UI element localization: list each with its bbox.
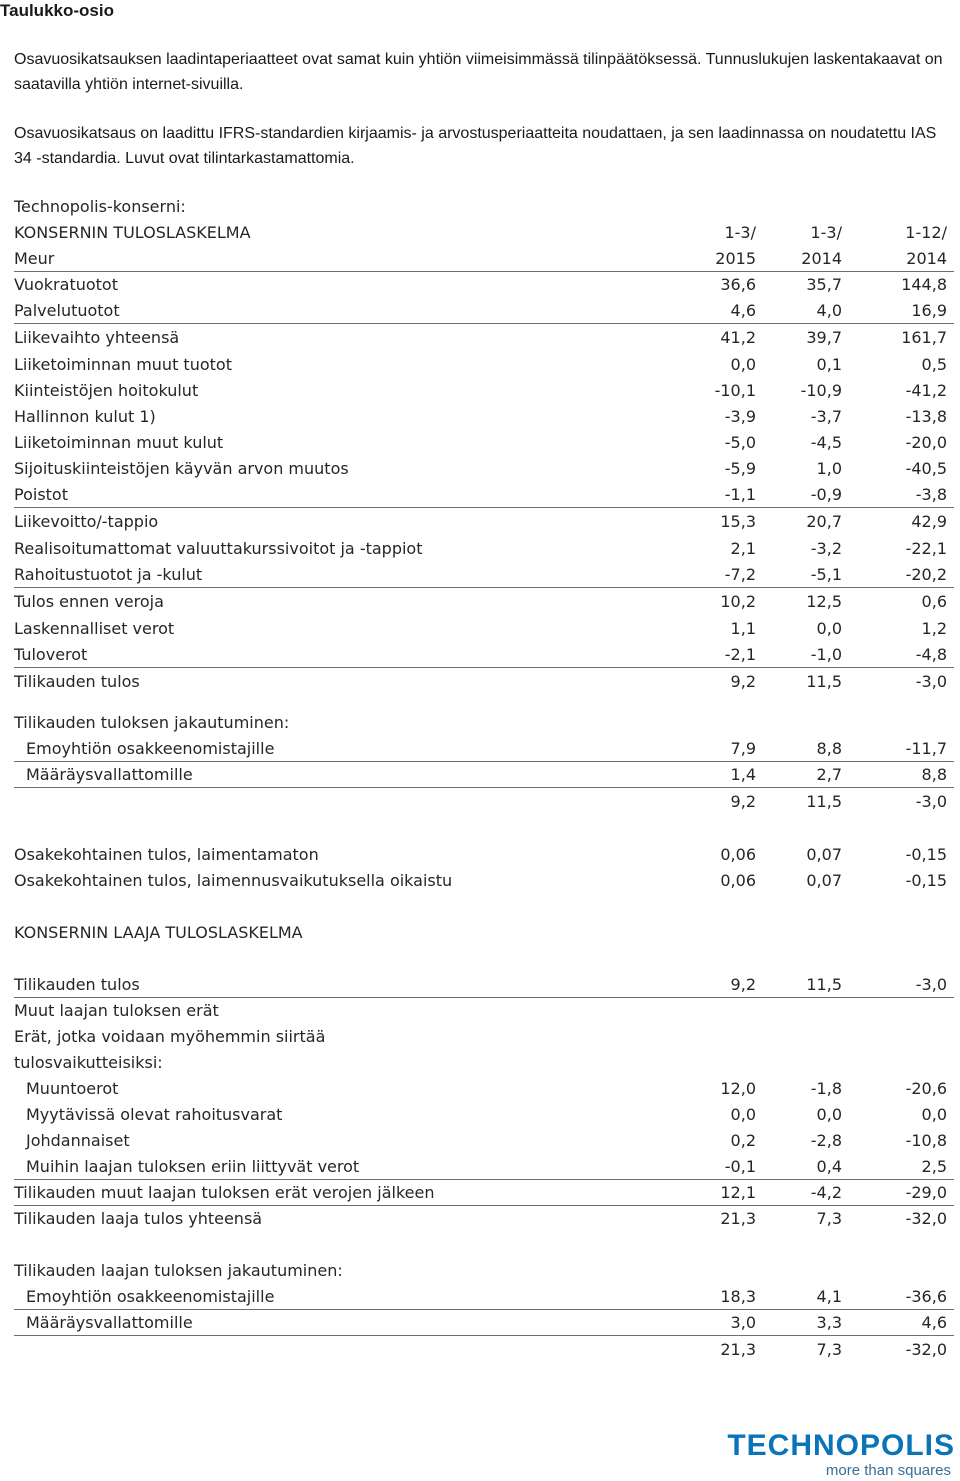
row-value: -1,1 xyxy=(724,485,756,504)
row-value: 8,8 xyxy=(921,765,947,784)
row-value: 0,2 xyxy=(730,1131,756,1150)
technopolis-logo xyxy=(655,1430,955,1480)
row-label: Poistot xyxy=(14,485,68,504)
row-value: 0,4 xyxy=(816,1157,842,1176)
row-value: -20,0 xyxy=(905,433,947,452)
row-label: Muuntoerot xyxy=(26,1079,119,1098)
row-label: Määräysvallattomille xyxy=(26,765,193,784)
row-value: 41,2 xyxy=(720,328,756,347)
row-value: 4,6 xyxy=(921,1313,947,1332)
row-label: Sijoituskiinteistöjen käyvän arvon muutos xyxy=(14,459,349,478)
row-label: Osakekohtainen tulos, laimentamaton xyxy=(14,845,319,864)
row-value: -1,8 xyxy=(810,1079,842,1098)
table-row xyxy=(14,456,954,482)
row-value: 16,9 xyxy=(911,301,947,320)
column-header: 1-3/ xyxy=(810,223,842,242)
total-row xyxy=(14,1336,954,1364)
table-row xyxy=(14,352,954,378)
row-value: 7,3 xyxy=(816,1209,842,1228)
table-row xyxy=(14,972,954,998)
row-value: 3,0 xyxy=(730,1313,756,1332)
row-value: 10,2 xyxy=(720,592,756,611)
income-statement-title: KONSERNIN TULOSLASKELMA xyxy=(14,223,251,242)
row-value: -2,1 xyxy=(724,645,756,664)
table-row xyxy=(14,272,954,298)
row-label: Rahoitustuotot ja -kulut xyxy=(14,565,203,584)
row-value: 0,07 xyxy=(806,871,842,890)
row-label: Hallinnon kulut 1) xyxy=(14,407,156,426)
table-row xyxy=(14,404,954,430)
column-header: 2015 xyxy=(715,249,756,268)
row-value: 11,5 xyxy=(806,975,842,994)
total-value: -3,0 xyxy=(915,792,947,811)
row-label: Tilikauden tulos xyxy=(14,672,140,691)
row-value: 7,9 xyxy=(730,739,756,758)
row-label: Emoyhtiön osakkeenomistajille xyxy=(26,739,275,758)
row-label: Vuokratuotot xyxy=(14,275,118,294)
row-value: -3,0 xyxy=(915,975,947,994)
row-value: -20,6 xyxy=(905,1079,947,1098)
row-value: 36,6 xyxy=(720,275,756,294)
row-label: Emoyhtiön osakkeenomistajille xyxy=(26,1287,275,1306)
row-value: -7,2 xyxy=(724,565,756,584)
row-label: Tilikauden muut laajan tuloksen erät verojen jälkeen xyxy=(14,1183,435,1202)
row-label: Tilikauden tulos xyxy=(14,975,140,994)
income-statement-rows xyxy=(14,272,954,696)
row-value: 9,2 xyxy=(730,975,756,994)
unit-label: Meur xyxy=(14,249,55,268)
row-value: 0,6 xyxy=(921,592,947,611)
table-row xyxy=(14,1206,954,1232)
row-value: 0,06 xyxy=(720,845,756,864)
row-value: 18,3 xyxy=(720,1287,756,1306)
row-value: 12,0 xyxy=(720,1079,756,1098)
row-value: -40,5 xyxy=(905,459,947,478)
table-row xyxy=(14,508,954,536)
row-value: -2,8 xyxy=(810,1131,842,1150)
total-value: 21,3 xyxy=(720,1340,756,1359)
table-row xyxy=(14,762,954,788)
spacer xyxy=(14,894,954,920)
table-row xyxy=(14,588,954,616)
row-value: 2,7 xyxy=(816,765,842,784)
row-label: Määräysvallattomille xyxy=(26,1313,193,1332)
row-label: Myytävissä olevat rahoitusvarat xyxy=(26,1105,283,1124)
row-value: 161,7 xyxy=(901,328,947,347)
row-value: 4,0 xyxy=(816,301,842,320)
row-value: 0,0 xyxy=(816,1105,842,1124)
row-value: 2,1 xyxy=(730,539,756,558)
row-value: -20,2 xyxy=(905,565,947,584)
row-value: -36,6 xyxy=(905,1287,947,1306)
intro-paragraph-2: Osavuosikatsaus on laadittu IFRS-standardien kirjaamis- ja arvostusperiaatteita noudattaen, ja sen laadinnassa on noudatettu IAS 34 -standardia. Luvut ovat tilintarkastamattomia. xyxy=(14,125,937,167)
total-value: 7,3 xyxy=(816,1340,842,1359)
row-label: Kiinteistöjen hoitokulut xyxy=(14,381,199,400)
row-label: Liiketoiminnan muut tuotot xyxy=(14,355,232,374)
row-label: Muut laajan tuloksen erät xyxy=(14,1001,219,1020)
table-row xyxy=(14,842,954,868)
page-heading: Taulukko-osio xyxy=(0,1,114,20)
row-value: 3,3 xyxy=(816,1313,842,1332)
table-row xyxy=(14,324,954,352)
row-value: -0,15 xyxy=(905,845,947,864)
row-value: -22,1 xyxy=(905,539,947,558)
table-row xyxy=(14,1102,954,1128)
row-value: -41,2 xyxy=(905,381,947,400)
table-row xyxy=(14,616,954,642)
table-row xyxy=(14,1024,954,1050)
row-value: -1,0 xyxy=(810,645,842,664)
eps-rows xyxy=(14,842,954,894)
group-label: Technopolis-konserni: xyxy=(14,197,186,216)
row-value: -13,8 xyxy=(905,407,947,426)
row-value: 12,5 xyxy=(806,592,842,611)
row-label: tulosvaikutteisiksi: xyxy=(14,1053,163,1072)
spacer xyxy=(14,816,954,842)
row-label: Liikevaihto yhteensä xyxy=(14,328,180,347)
row-value: -10,9 xyxy=(800,381,842,400)
row-value: 35,7 xyxy=(806,275,842,294)
table-row xyxy=(14,1284,954,1310)
row-value: -29,0 xyxy=(905,1183,947,1202)
row-value: -5,0 xyxy=(724,433,756,452)
row-value: 11,5 xyxy=(806,672,842,691)
table-row xyxy=(14,668,954,696)
table-row xyxy=(14,1180,954,1206)
table-row xyxy=(14,1076,954,1102)
spacer xyxy=(14,696,954,710)
row-value: 39,7 xyxy=(806,328,842,347)
row-value: -10,1 xyxy=(714,381,756,400)
table-row xyxy=(14,1128,954,1154)
row-value: 0,0 xyxy=(730,1105,756,1124)
row-label: Tilikauden laaja tulos yhteensä xyxy=(14,1209,263,1228)
table-row xyxy=(14,378,954,404)
row-value: -32,0 xyxy=(905,1209,947,1228)
row-value: -3,7 xyxy=(810,407,842,426)
row-value: -3,2 xyxy=(810,539,842,558)
row-value: -0,15 xyxy=(905,871,947,890)
row-value: 0,5 xyxy=(921,355,947,374)
table-row xyxy=(14,298,954,324)
total-value: -32,0 xyxy=(905,1340,947,1359)
distribution-rows xyxy=(14,1284,954,1336)
row-value: 0,1 xyxy=(816,355,842,374)
row-value: -11,7 xyxy=(905,739,947,758)
row-value: -3,8 xyxy=(915,485,947,504)
distribution-rows xyxy=(14,736,954,788)
row-value: 0,06 xyxy=(720,871,756,890)
row-label: Tulos ennen veroja xyxy=(14,592,164,611)
row-value: 2,5 xyxy=(921,1157,947,1176)
column-header: 1-12/ xyxy=(905,223,947,242)
row-value: 1,2 xyxy=(921,619,947,638)
row-value: 20,7 xyxy=(806,512,842,531)
distribution-title-row xyxy=(14,710,954,736)
row-label: Liikevoitto/-tappio xyxy=(14,512,159,531)
table-row xyxy=(14,536,954,562)
column-header: 1-3/ xyxy=(724,223,756,242)
row-value: 0,0 xyxy=(816,619,842,638)
row-value: 1,1 xyxy=(730,619,756,638)
row-label: Liiketoiminnan muut kulut xyxy=(14,433,224,452)
comprehensive-title: KONSERNIN LAAJA TULOSLASKELMA xyxy=(14,923,303,942)
row-value: 42,9 xyxy=(911,512,947,531)
row-label: Muihin laajan tuloksen eriin liittyvät verot xyxy=(26,1157,360,1176)
table-row xyxy=(14,1050,954,1076)
row-value: 8,8 xyxy=(816,739,842,758)
table-row xyxy=(14,430,954,456)
comprehensive-title-row xyxy=(14,920,954,946)
total-value: 9,2 xyxy=(730,792,756,811)
row-label: Palvelutuotot xyxy=(14,301,120,320)
logo-tagline: more than squares xyxy=(825,1462,951,1479)
row-value: -5,1 xyxy=(810,565,842,584)
row-value: -4,2 xyxy=(810,1183,842,1202)
row-label: Tuloverot xyxy=(14,645,88,664)
row-label: Laskennalliset verot xyxy=(14,619,175,638)
row-value: -10,8 xyxy=(905,1131,947,1150)
row-value: 0,0 xyxy=(730,355,756,374)
financial-tables xyxy=(14,194,954,1364)
row-value: -4,8 xyxy=(915,645,947,664)
row-value: -4,5 xyxy=(810,433,842,452)
row-value: 0,07 xyxy=(806,845,842,864)
spacer xyxy=(14,1232,954,1258)
table-header-row xyxy=(14,246,954,272)
row-value: 15,3 xyxy=(720,512,756,531)
column-header: 2014 xyxy=(906,249,947,268)
row-value: 144,8 xyxy=(901,275,947,294)
row-value: -5,9 xyxy=(724,459,756,478)
row-value: 21,3 xyxy=(720,1209,756,1228)
row-label: Erät, jotka voidaan myöhemmin siirtää xyxy=(14,1027,326,1046)
distribution-title: Tilikauden laajan tuloksen jakautuminen: xyxy=(14,1261,343,1280)
row-value: 1,4 xyxy=(730,765,756,784)
row-label: Osakekohtainen tulos, laimennusvaikutuksella oikaistu xyxy=(14,871,453,890)
spacer xyxy=(14,946,954,972)
table-row xyxy=(14,562,954,588)
row-value: 4,1 xyxy=(816,1287,842,1306)
row-value: 1,0 xyxy=(816,459,842,478)
row-value: -3,0 xyxy=(915,672,947,691)
row-value: -3,9 xyxy=(724,407,756,426)
distribution-title-row xyxy=(14,1258,954,1284)
row-label: Realisoitumattomat valuuttakurssivoitot ja -tappiot xyxy=(14,539,423,558)
total-value: 11,5 xyxy=(806,792,842,811)
table-row xyxy=(14,482,954,508)
row-value: -0,1 xyxy=(724,1157,756,1176)
row-value: 9,2 xyxy=(730,672,756,691)
table-row xyxy=(14,998,954,1024)
intro-paragraph-1: Osavuosikatsauksen laadintaperiaatteet ovat samat kuin yhtiön viimeisimmässä tilinpäätöksessä. Tunnuslukujen laskentakaavat on saatavilla yhtiön internet-sivuilla. xyxy=(14,51,943,93)
total-row xyxy=(14,788,954,816)
row-value: 12,1 xyxy=(720,1183,756,1202)
table-row xyxy=(14,868,954,894)
oci-item-rows xyxy=(14,1076,954,1180)
row-value: 4,6 xyxy=(730,301,756,320)
table-header-row xyxy=(14,220,954,246)
group-label-row xyxy=(14,194,954,220)
column-header: 2014 xyxy=(801,249,842,268)
row-label: Johdannaiset xyxy=(26,1131,130,1150)
table-row xyxy=(14,1154,954,1180)
distribution-title: Tilikauden tuloksen jakautuminen: xyxy=(14,713,290,732)
logo-wordmark: TECHNOPOLIS xyxy=(727,1429,955,1462)
row-value: 0,0 xyxy=(921,1105,947,1124)
table-row xyxy=(14,736,954,762)
row-value: -0,9 xyxy=(810,485,842,504)
table-row xyxy=(14,1310,954,1336)
table-row xyxy=(14,642,954,668)
